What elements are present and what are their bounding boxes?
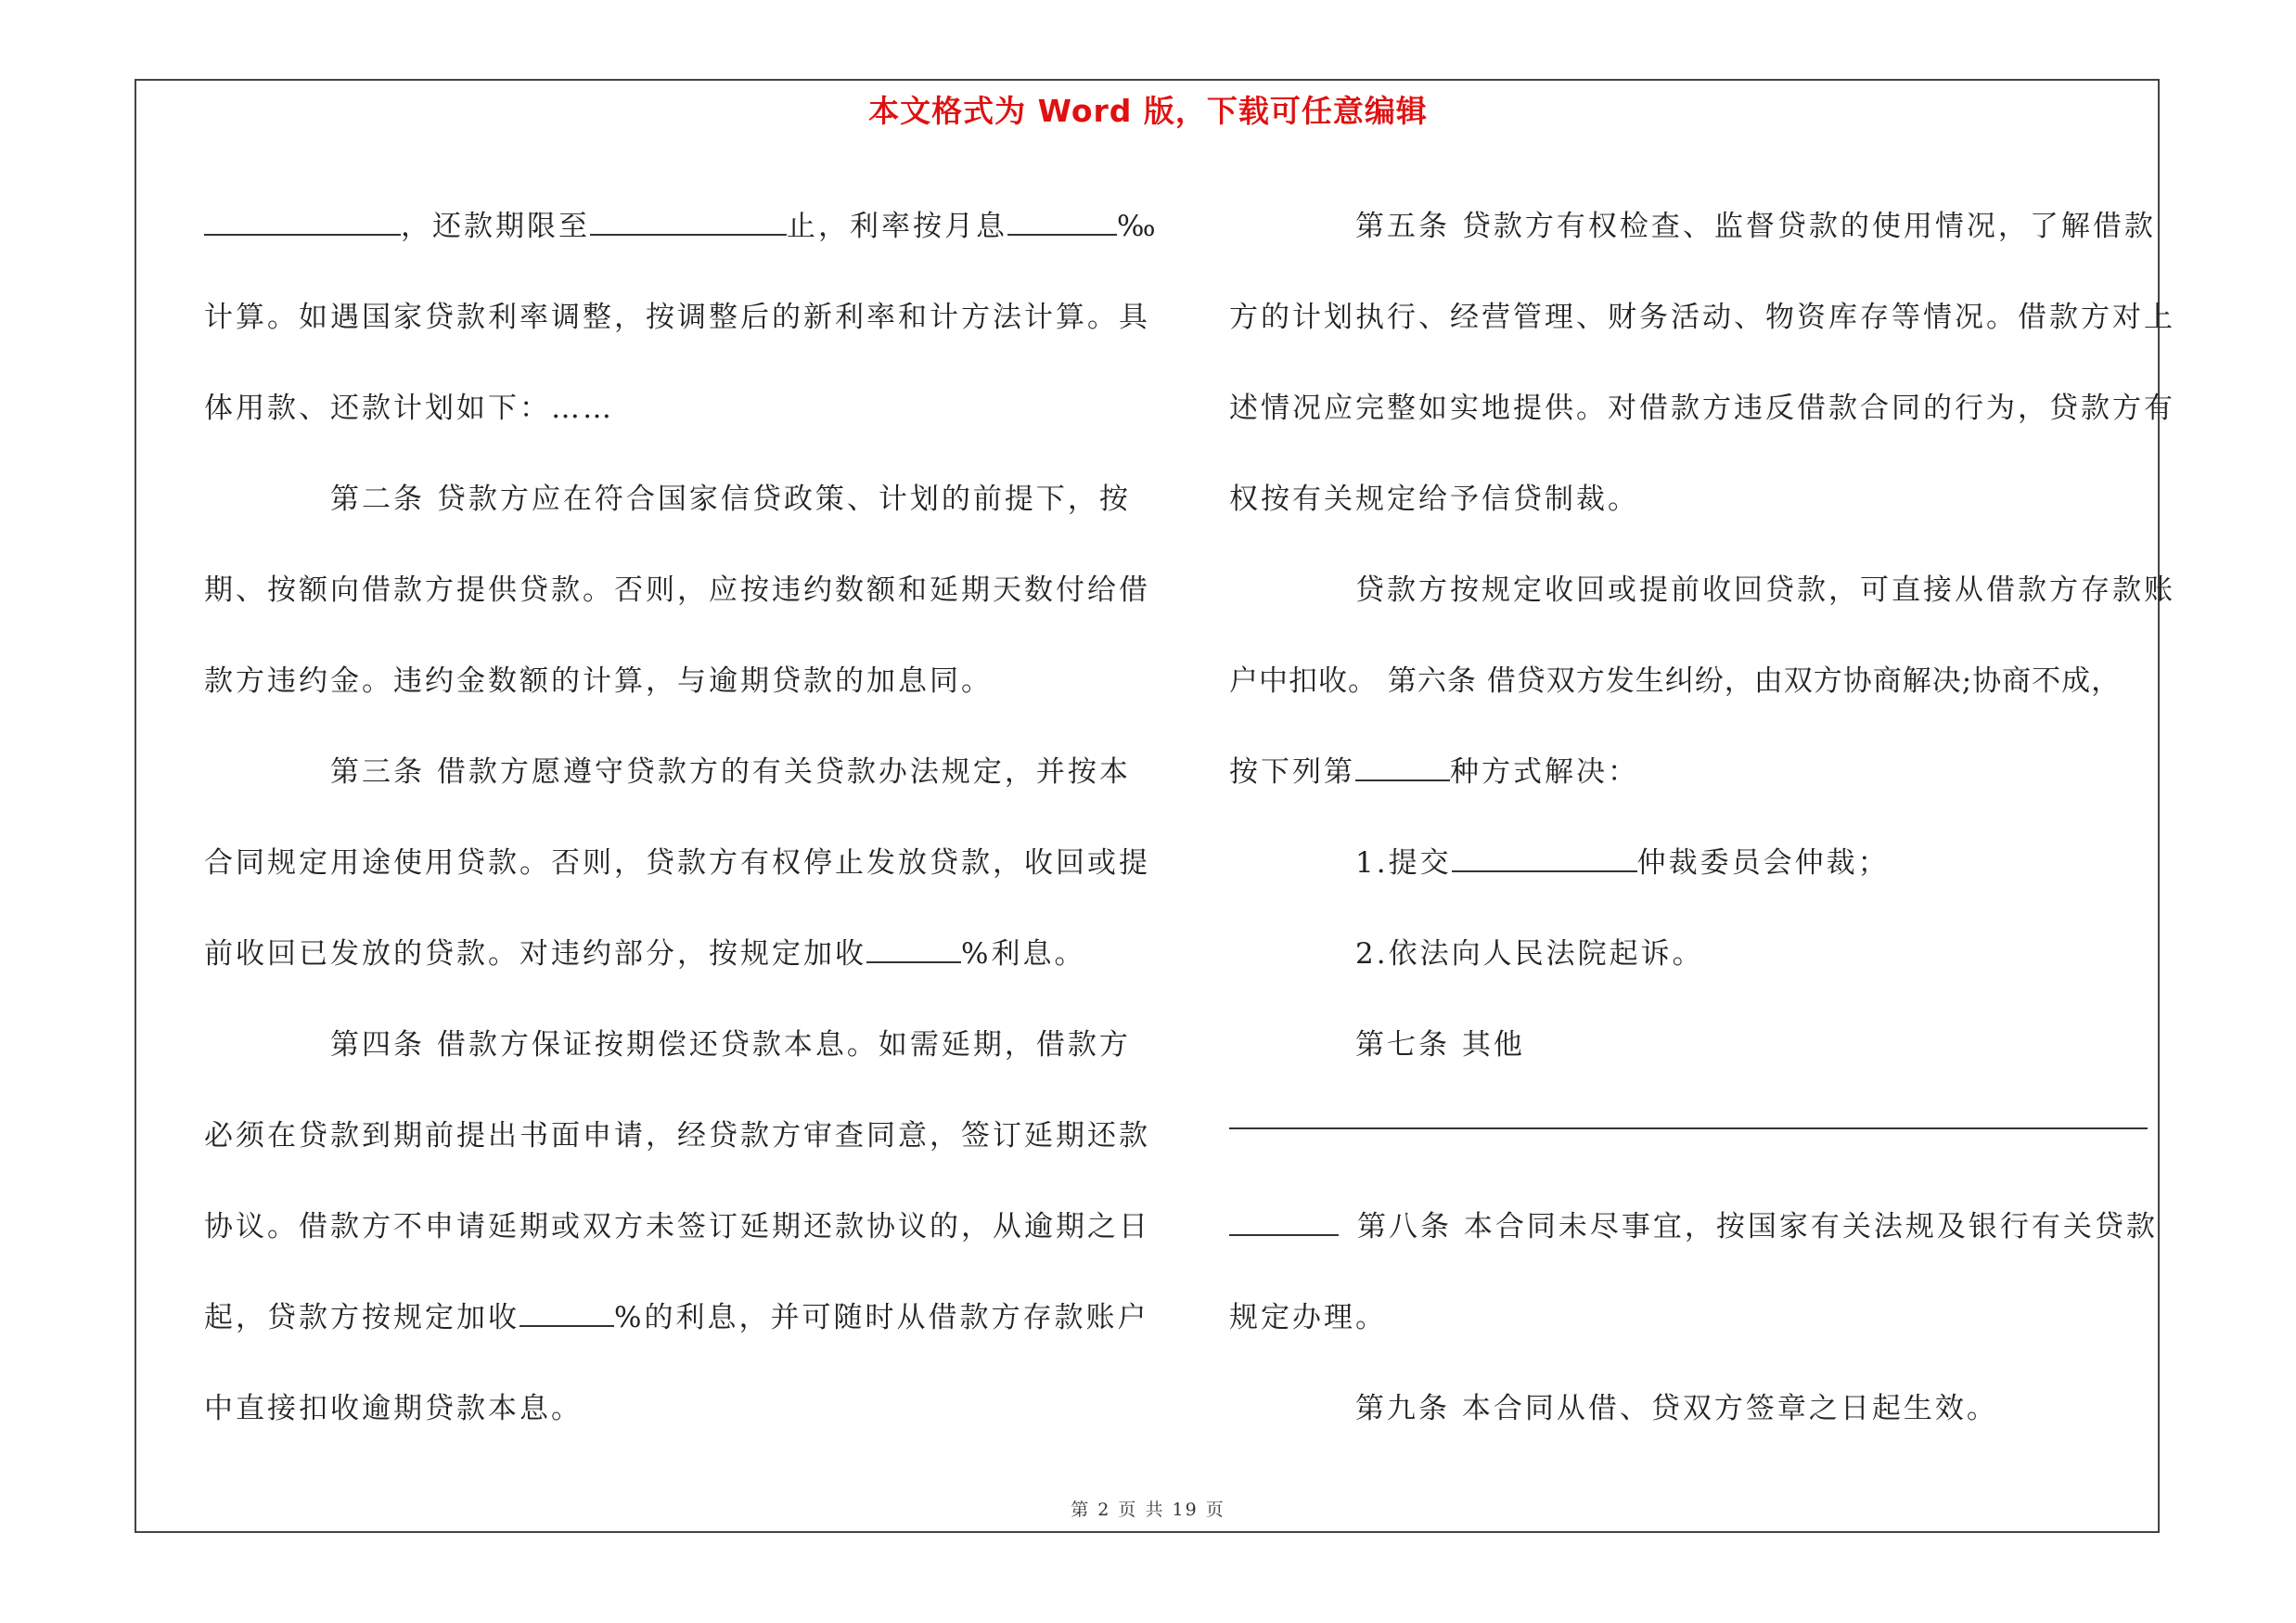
text-line [204, 181, 1159, 272]
fill-blank [204, 212, 401, 236]
text-line [204, 908, 1132, 999]
text-line: 款方违约金。违约金数额的计算，与逾期贷款的加息同。 [204, 664, 993, 698]
text-line [204, 1272, 1149, 1363]
fill-blank [519, 1303, 614, 1327]
article-7-heading-line: 第七条 其他 [1355, 1028, 1525, 1062]
fill-blank [1229, 1090, 2148, 1129]
text-line: 计算。如遇国家贷款利率调整，按调整后的新利率和计方法计算。具 [204, 301, 1150, 334]
text-segment: ，还款期限至 [401, 210, 590, 243]
text-segment: 止，利率按月息 [787, 210, 1007, 243]
text-line: 中直接扣收逾期贷款本息。 [204, 1392, 583, 1425]
text-line: 规定办理。 [1229, 1301, 1387, 1334]
text-line: 必须在贷款到期前提出书面申请，经贷款方审查同意，签订延期还款 [204, 1119, 1150, 1153]
fill-blank [866, 939, 961, 963]
text-line: 权按有关规定给予信贷制裁。 [1229, 483, 1639, 516]
fill-blank [1355, 757, 1450, 781]
article-8-text: 第八条 本合同未尽事宜，按国家有关法规及银行有关贷款 [1357, 1210, 2158, 1243]
fill-blank [590, 212, 787, 236]
left-column [204, 181, 1159, 1454]
text-line [1229, 1181, 2158, 1272]
article-3-heading-line: 第三条 借款方愿遵守贷款方的有关贷款办法规定，并按本 [330, 755, 1131, 789]
fill-blank [1229, 1212, 1339, 1236]
fill-blank [1452, 848, 1637, 872]
text-line [1229, 727, 2152, 818]
text-line [1229, 1090, 2152, 1181]
right-column [1229, 181, 2175, 1454]
text-segment: 起，贷款方按规定加收 [204, 1301, 519, 1334]
text-segment: 按下列第 [1229, 755, 1355, 789]
text-line: 贷款方按规定收回或提前收回贷款，可直接从借款方存款账 [1355, 573, 2175, 607]
text-line: 期、按额向借款方提供贷款。否则，应按违约数额和延期天数付给借 [204, 573, 1150, 607]
document-header-notice: 本文格式为 Word 版，下载可任意编辑 [868, 93, 1428, 129]
text-line: 体用款、还款计划如下：…… [204, 392, 614, 425]
text-segment: ‰ [1117, 210, 1159, 243]
text-line: 2.依法向人民法院起诉。 [1355, 937, 1704, 971]
text-segment: 前收回已发放的贷款。对违约部分，按规定加收 [204, 937, 866, 971]
text-segment: %的利息，并可随时从借款方存款账户 [614, 1301, 1149, 1334]
article-5-heading-line: 第五条 贷款方有权检查、监督贷款的使用情况，了解借款 [1355, 210, 2156, 243]
fill-blank [1007, 212, 1117, 236]
article-4-heading-line: 第四条 借款方保证按期偿还贷款本息。如需延期，借款方 [330, 1028, 1131, 1062]
text-segment: 种方式解决： [1450, 755, 1639, 789]
article-2-heading-line: 第二条 贷款方应在符合国家信贷政策、计划的前提下，按 [330, 483, 1131, 516]
text-line: 方的计划执行、经营管理、财务活动、物资库存等情况。借款方对上 [1229, 301, 2175, 334]
text-line: 协议。借款方不申请延期或双方未签订延期还款协议的，从逾期之日 [204, 1210, 1150, 1243]
text-line: 合同规定用途使用贷款。否则，贷款方有权停止发放贷款，收回或提 [204, 846, 1150, 880]
text-segment: %利息。 [961, 937, 1086, 971]
text-segment: 1.提交 [1355, 846, 1452, 880]
text-line: 述情况应完整如实地提供。对借款方违反借款合同的行为，贷款方有 [1229, 392, 2175, 425]
text-segment: 仲裁委员会仲裁； [1636, 846, 1890, 880]
text-line [1229, 818, 2152, 908]
page-number: 第 2 页 共 19 页 [1071, 1500, 1225, 1520]
article-9-line: 第九条 本合同从借、贷双方签章之日起生效。 [1355, 1392, 1998, 1425]
article-6-line: 户中扣收。 第六条 借贷双方发生纠纷，由双方协商解决;协商不成， [1229, 664, 2122, 698]
